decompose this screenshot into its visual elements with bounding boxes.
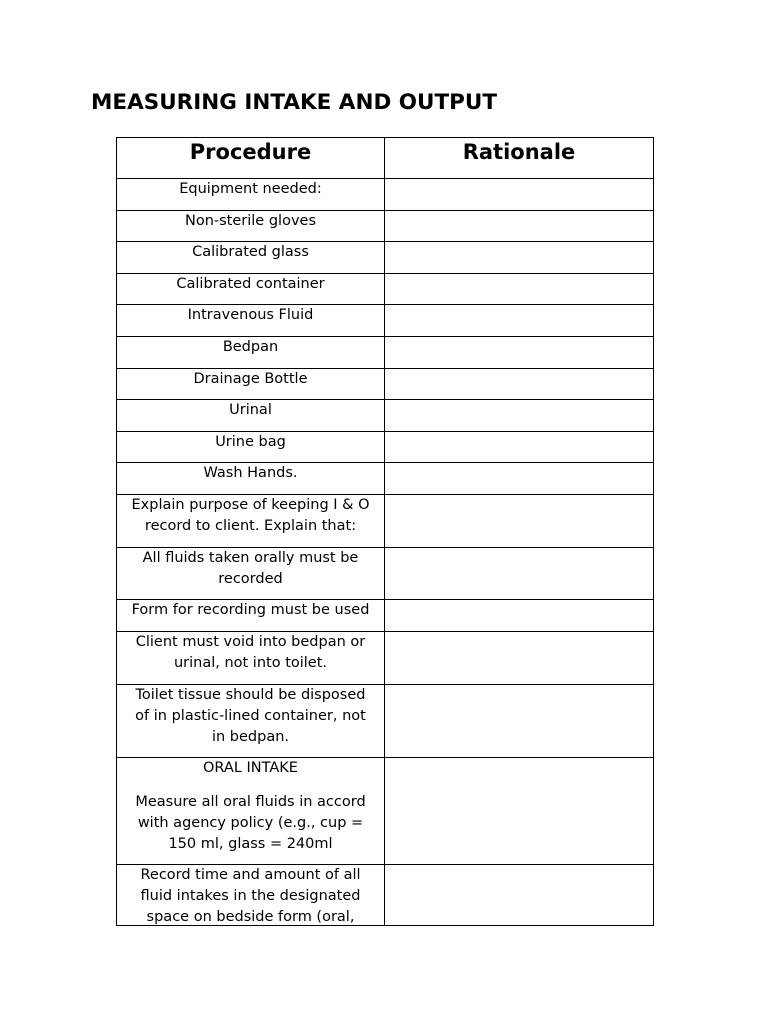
procedure-cell bbox=[117, 495, 385, 548]
procedure-table bbox=[116, 137, 654, 926]
table-row bbox=[117, 463, 654, 495]
procedure-text-line: Client must void into bedpan or bbox=[135, 634, 366, 650]
procedure-cell bbox=[117, 211, 385, 242]
rationale-cell bbox=[385, 337, 654, 369]
paragraph-gap bbox=[117, 779, 384, 792]
rationale-cell bbox=[385, 369, 654, 400]
rationale-cell bbox=[385, 495, 654, 548]
procedure-cell bbox=[117, 432, 385, 463]
procedure-text-line: Urine bag bbox=[215, 434, 286, 450]
table-row bbox=[117, 337, 654, 369]
procedure-text-line: recorded bbox=[218, 571, 283, 587]
table-row bbox=[117, 242, 654, 274]
rationale-cell bbox=[385, 274, 654, 305]
procedure-text-line: of in plastic-lined container, not bbox=[135, 708, 366, 724]
procedure-cell bbox=[117, 337, 385, 369]
rationale-cell bbox=[385, 400, 654, 432]
table-row bbox=[117, 600, 654, 632]
procedure-text-line: record to client. Explain that: bbox=[144, 518, 357, 534]
table-row bbox=[117, 685, 654, 758]
procedure-cell bbox=[117, 400, 385, 432]
table-row bbox=[117, 305, 654, 337]
procedure-text-line: Wash Hands. bbox=[203, 465, 298, 481]
table-row bbox=[117, 369, 654, 400]
rationale-cell bbox=[385, 211, 654, 242]
procedure-text-line: Bedpan bbox=[222, 339, 279, 355]
procedure-cell bbox=[117, 305, 385, 337]
table-body bbox=[117, 179, 654, 927]
procedure-text-line: Urinal bbox=[229, 402, 272, 418]
procedure-cell bbox=[117, 758, 385, 865]
procedure-text-line: All fluids taken orally must be bbox=[142, 550, 359, 566]
table-row bbox=[117, 211, 654, 242]
procedure-text-line: Calibrated glass bbox=[192, 244, 309, 260]
procedure-text-line: Toilet tissue should be disposed bbox=[135, 687, 366, 703]
procedure-text-line: space on bedside form (oral, bbox=[146, 909, 355, 925]
table-row bbox=[117, 865, 654, 927]
procedure-text-line: Form for recording must be used bbox=[131, 602, 370, 618]
procedure-text-line: Explain purpose of keeping I & O bbox=[131, 497, 370, 513]
procedure-cell bbox=[117, 600, 385, 632]
procedure-cell bbox=[117, 179, 385, 211]
procedure-table-container bbox=[116, 137, 654, 926]
procedure-text-line: Measure all oral fluids in accord bbox=[135, 794, 366, 810]
rationale-cell bbox=[385, 865, 654, 927]
rationale-cell bbox=[385, 548, 654, 600]
procedure-text-line: Equipment needed: bbox=[179, 181, 322, 197]
document-title: MEASURING INTAKE AND OUTPUT bbox=[91, 90, 498, 115]
table-row bbox=[117, 400, 654, 432]
table-row bbox=[117, 548, 654, 600]
procedure-text-line: urinal, not into toilet. bbox=[173, 655, 328, 671]
table-row bbox=[117, 495, 654, 548]
rationale-cell bbox=[385, 685, 654, 758]
procedure-text-line: Non-sterile gloves bbox=[184, 213, 316, 229]
table-row bbox=[117, 432, 654, 463]
procedure-text-line: Record time and amount of all bbox=[140, 867, 361, 883]
table-row bbox=[117, 632, 654, 685]
rationale-cell bbox=[385, 758, 654, 865]
procedure-cell bbox=[117, 369, 385, 400]
procedure-text-line: 150 ml, glass = 240ml bbox=[168, 836, 333, 852]
table-row bbox=[117, 274, 654, 305]
section-heading: ORAL INTAKE bbox=[203, 760, 298, 776]
table-header-row bbox=[117, 138, 654, 179]
rationale-cell bbox=[385, 600, 654, 632]
rationale-cell bbox=[385, 432, 654, 463]
procedure-cell bbox=[117, 632, 385, 685]
procedure-text-line: Intravenous Fluid bbox=[187, 307, 314, 323]
rationale-cell bbox=[385, 179, 654, 211]
procedure-text-line: fluid intakes in the designated bbox=[140, 888, 361, 904]
procedure-cell bbox=[117, 242, 385, 274]
procedure-text-line: Calibrated container bbox=[176, 276, 325, 292]
rationale-cell bbox=[385, 463, 654, 495]
procedure-text-line: Drainage Bottle bbox=[193, 371, 308, 387]
rationale-column-header: Rationale bbox=[385, 138, 654, 179]
procedure-cell bbox=[117, 685, 385, 758]
procedure-cell bbox=[117, 548, 385, 600]
procedure-cell bbox=[117, 865, 385, 927]
procedure-cell bbox=[117, 274, 385, 305]
rationale-cell bbox=[385, 632, 654, 685]
rationale-cell bbox=[385, 305, 654, 337]
procedure-text-line: in bedpan. bbox=[211, 729, 290, 745]
procedure-cell bbox=[117, 463, 385, 495]
rationale-cell bbox=[385, 242, 654, 274]
table-row bbox=[117, 179, 654, 211]
table-row bbox=[117, 758, 654, 865]
procedure-column-header: Procedure bbox=[117, 138, 385, 179]
procedure-text-line: with agency policy (e.g., cup = bbox=[137, 815, 364, 831]
